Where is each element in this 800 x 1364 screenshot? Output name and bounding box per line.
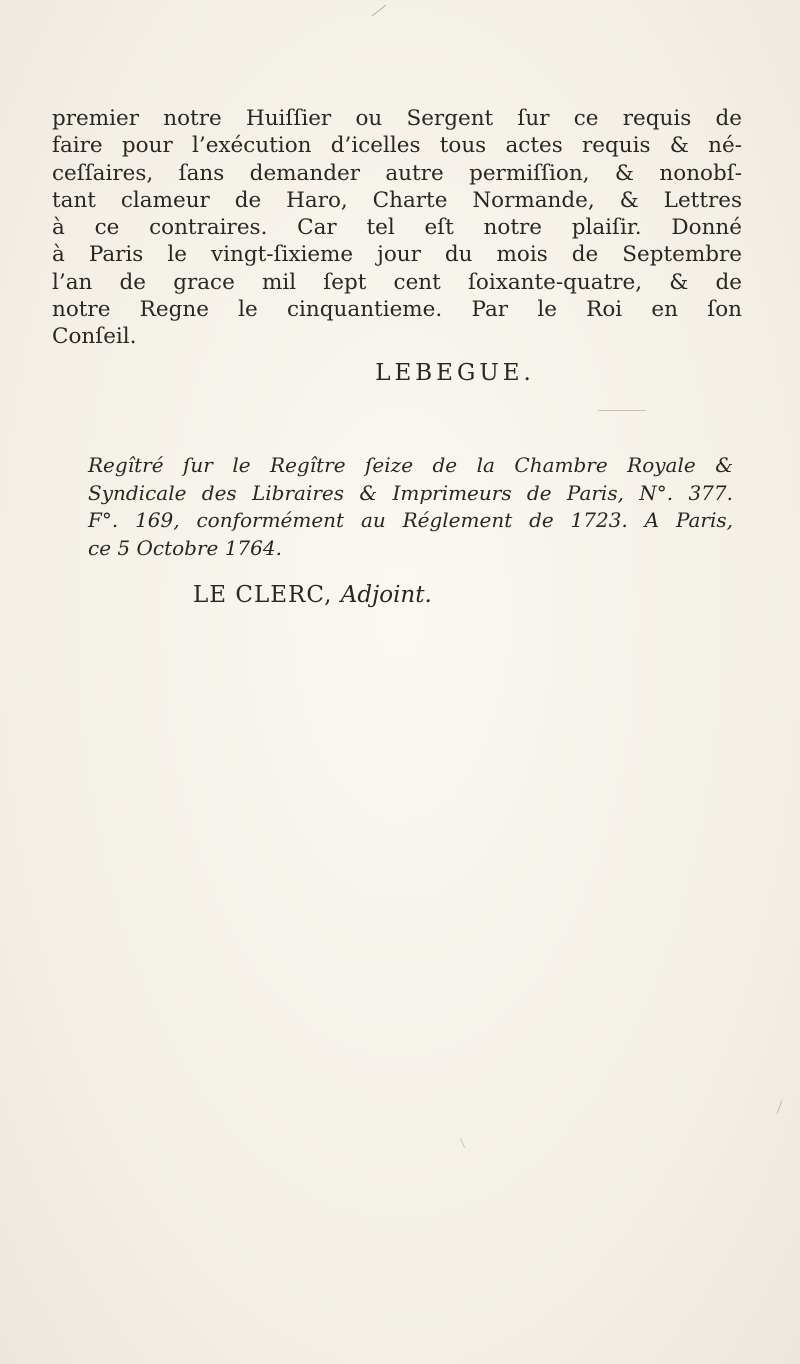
registry-line: ce 5 Octobre 1764. — [88, 535, 282, 560]
registry-line: Regîtré ſur le Regître ſeize de la Chambre Royale & — [88, 453, 733, 477]
page-corner-mark — [372, 5, 387, 17]
text-line: tant clameur de Haro, Charte Normande, & Lettres — [52, 187, 742, 213]
text-line: notre Regne le cinquantieme. Par le Roi en ſon — [52, 297, 742, 323]
ink-speck — [777, 1100, 783, 1113]
text-line: faire pour l’exécution d’icelles tous actes requis & né- — [52, 133, 742, 159]
text-line: l’an de grace mil ſept cent ſoixante-quatre, & de — [52, 269, 742, 295]
countersignature — [193, 582, 432, 608]
divider — [598, 410, 646, 411]
registry-line: Syndicale des Libraires & Imprimeurs de Paris, N°. 377. — [88, 480, 733, 505]
registration-note — [88, 452, 733, 562]
signature-lebegue: LEBEGUE. — [375, 360, 535, 386]
registry-line: F°. 169, conformément au Réglement de 1723. A Paris, — [88, 508, 733, 532]
countersign-role: Adjoint. — [340, 582, 432, 608]
ink-speck — [460, 1138, 465, 1147]
text-line: Conſeil. — [52, 324, 137, 350]
countersign-name: LE CLERC, — [193, 582, 333, 608]
text-line: ceſſaires, ſans demander autre permiſſion, & nonobſ- — [52, 160, 742, 186]
text-line: premier notre Huiſſier ou Sergent ſur ce requis de — [52, 106, 742, 131]
privilege-text — [52, 105, 742, 351]
text-line: à Paris le vingt-ſixieme jour du mois de Septembre — [52, 242, 742, 268]
text-line: à ce contraires. Car tel eſt notre plaiſir. Donné — [52, 215, 742, 241]
